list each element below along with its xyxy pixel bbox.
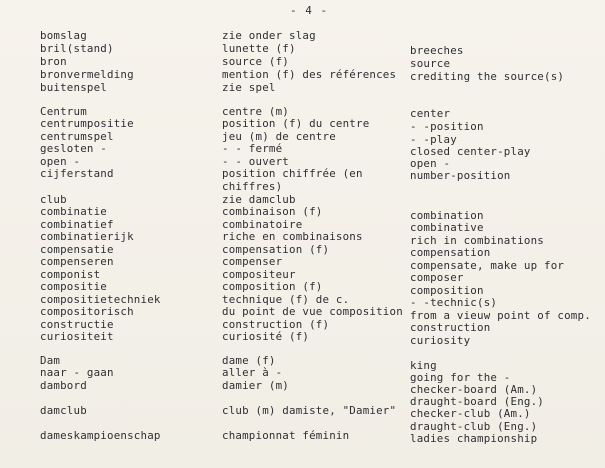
glossary-entry-col2: compenser xyxy=(222,255,283,268)
glossary-entry-col2: position chiffrée (en xyxy=(222,167,363,180)
glossary-entry-col2: position (f) du centre xyxy=(222,117,370,130)
glossary-entry-col1: buitenspel xyxy=(40,81,108,94)
glossary-entry-col3: checker-board (Am.) xyxy=(410,383,538,396)
glossary-entry-col2: combinatoire xyxy=(222,218,303,231)
glossary-entry-col2: composition (f) xyxy=(222,280,323,293)
glossary-entry-col3: open - xyxy=(410,157,451,170)
glossary-entry-col1: open - xyxy=(40,155,81,168)
glossary-entry-col2: lunette (f) xyxy=(222,42,296,55)
glossary-entry-col1: bomslag xyxy=(40,29,87,42)
glossary-entry-col2: aller à - xyxy=(222,366,283,379)
glossary-entry-col1: Dam xyxy=(40,354,61,367)
glossary-entry-col1: dambord xyxy=(40,379,87,392)
glossary-entry-col3: crediting the source(s) xyxy=(410,70,565,83)
glossary-entry-col3: - -technic(s) xyxy=(410,296,498,309)
glossary-entry-col2: compensation (f) xyxy=(222,243,330,256)
glossary-entry-col3: from a vieuw point of comp. xyxy=(410,309,591,322)
glossary-entry-col3: checker-club (Am.) xyxy=(410,407,531,420)
glossary-entry-col1: compositietechniek xyxy=(40,293,161,306)
glossary-entry-col2: riche en combinaisons xyxy=(222,230,363,243)
glossary-entry-col3: curiosity xyxy=(410,334,471,347)
glossary-entry-col3: - -play xyxy=(410,133,457,146)
glossary-entry-col3: going for the - xyxy=(410,371,511,384)
glossary-entry-col3: center xyxy=(410,107,451,120)
glossary-entry-col3: combinative xyxy=(410,221,484,234)
glossary-entry-col2: chiffres) xyxy=(222,180,283,193)
glossary-entry-col2: technique (f) de c. xyxy=(222,293,350,306)
glossary-entry-col1: bronvermelding xyxy=(40,68,134,81)
glossary-entry-col2: zie damclub xyxy=(222,193,296,206)
glossary-entry-col3: compensation xyxy=(410,246,491,259)
glossary-entry-col1: centrumspel xyxy=(40,130,114,143)
glossary-entry-col1: componist xyxy=(40,268,101,281)
glossary-entry-col3: ladies championship xyxy=(410,432,538,445)
glossary-entry-col1: curiositeit xyxy=(40,330,114,343)
glossary-entry-col2: centre (m) xyxy=(222,105,290,118)
glossary-entry-col2: zie onder slag xyxy=(222,29,316,42)
glossary-entry-col2: mention (f) des références xyxy=(222,68,397,81)
glossary-entry-col3: rich in combinations xyxy=(410,234,545,247)
glossary-entry-col2: dame (f) xyxy=(222,354,276,367)
glossary-entry-col1: compositie xyxy=(40,280,108,293)
glossary-entry-col1: compositorisch xyxy=(40,305,134,318)
glossary-entry-col3: - -position xyxy=(410,120,484,133)
glossary-entry-col2: curiosité (f) xyxy=(222,330,310,343)
glossary-entry-col3: source xyxy=(410,57,451,70)
glossary-entry-col2: compositeur xyxy=(222,268,296,281)
glossary-entry-col2: du point de vue composition xyxy=(222,305,403,318)
glossary-entry-col3: composer xyxy=(410,271,464,284)
glossary-entry-col2: jeu (m) de centre xyxy=(222,130,336,143)
glossary-entry-col3: construction xyxy=(410,321,491,334)
glossary-entry-col2: source (f) xyxy=(222,55,290,68)
glossary-entry-col3: number-position xyxy=(410,169,511,182)
glossary-entry-col3: draught-club (Eng.) xyxy=(410,420,538,433)
page-number: - 4 - xyxy=(290,4,329,17)
glossary-entry-col2: club (m) damiste, "Damier" xyxy=(222,404,397,417)
glossary-entry-col1: club xyxy=(40,193,67,206)
glossary-entry-col1: gesloten - xyxy=(40,142,108,155)
glossary-entry-col1: bril(stand) xyxy=(40,42,114,55)
glossary-entry-col2: zie spel xyxy=(222,81,276,94)
glossary-entry-col1: cijferstand xyxy=(40,167,114,180)
glossary-entry-col1: combinatierijk xyxy=(40,230,134,243)
glossary-entry-col1: damclub xyxy=(40,404,87,417)
glossary-entry-col2: - - ouvert xyxy=(222,155,290,168)
glossary-entry-col1: combinatie xyxy=(40,205,108,218)
glossary-entry-col3: king xyxy=(410,359,437,372)
glossary-entry-col1: dameskampioenschap xyxy=(40,429,161,442)
glossary-entry-col1: compenseren xyxy=(40,255,114,268)
glossary-entry-col2: championnat féminin xyxy=(222,429,350,442)
glossary-entry-col2: construction (f) xyxy=(222,318,330,331)
glossary-entry-col2: - - fermé xyxy=(222,142,283,155)
glossary-entry-col1: Centrum xyxy=(40,105,87,118)
glossary-entry-col1: combinatief xyxy=(40,218,114,231)
glossary-entry-col2: damier (m) xyxy=(222,379,290,392)
glossary-entry-col1: centrumpositie xyxy=(40,117,134,130)
glossary-entry-col3: composition xyxy=(410,284,484,297)
glossary-entry-col3: draught-board (Eng.) xyxy=(410,395,545,408)
glossary-entry-col1: constructie xyxy=(40,318,114,331)
glossary-entry-col1: compensatie xyxy=(40,243,114,256)
glossary-entry-col3: closed center-play xyxy=(410,145,531,158)
glossary-entry-col1: naar - gaan xyxy=(40,366,114,379)
glossary-entry-col1: bron xyxy=(40,55,67,68)
glossary-entry-col3: combination xyxy=(410,209,484,222)
glossary-entry-col2: combinaison (f) xyxy=(222,205,323,218)
glossary-entry-col3: breeches xyxy=(410,44,464,57)
glossary-entry-col3: compensate, make up for xyxy=(410,259,565,272)
